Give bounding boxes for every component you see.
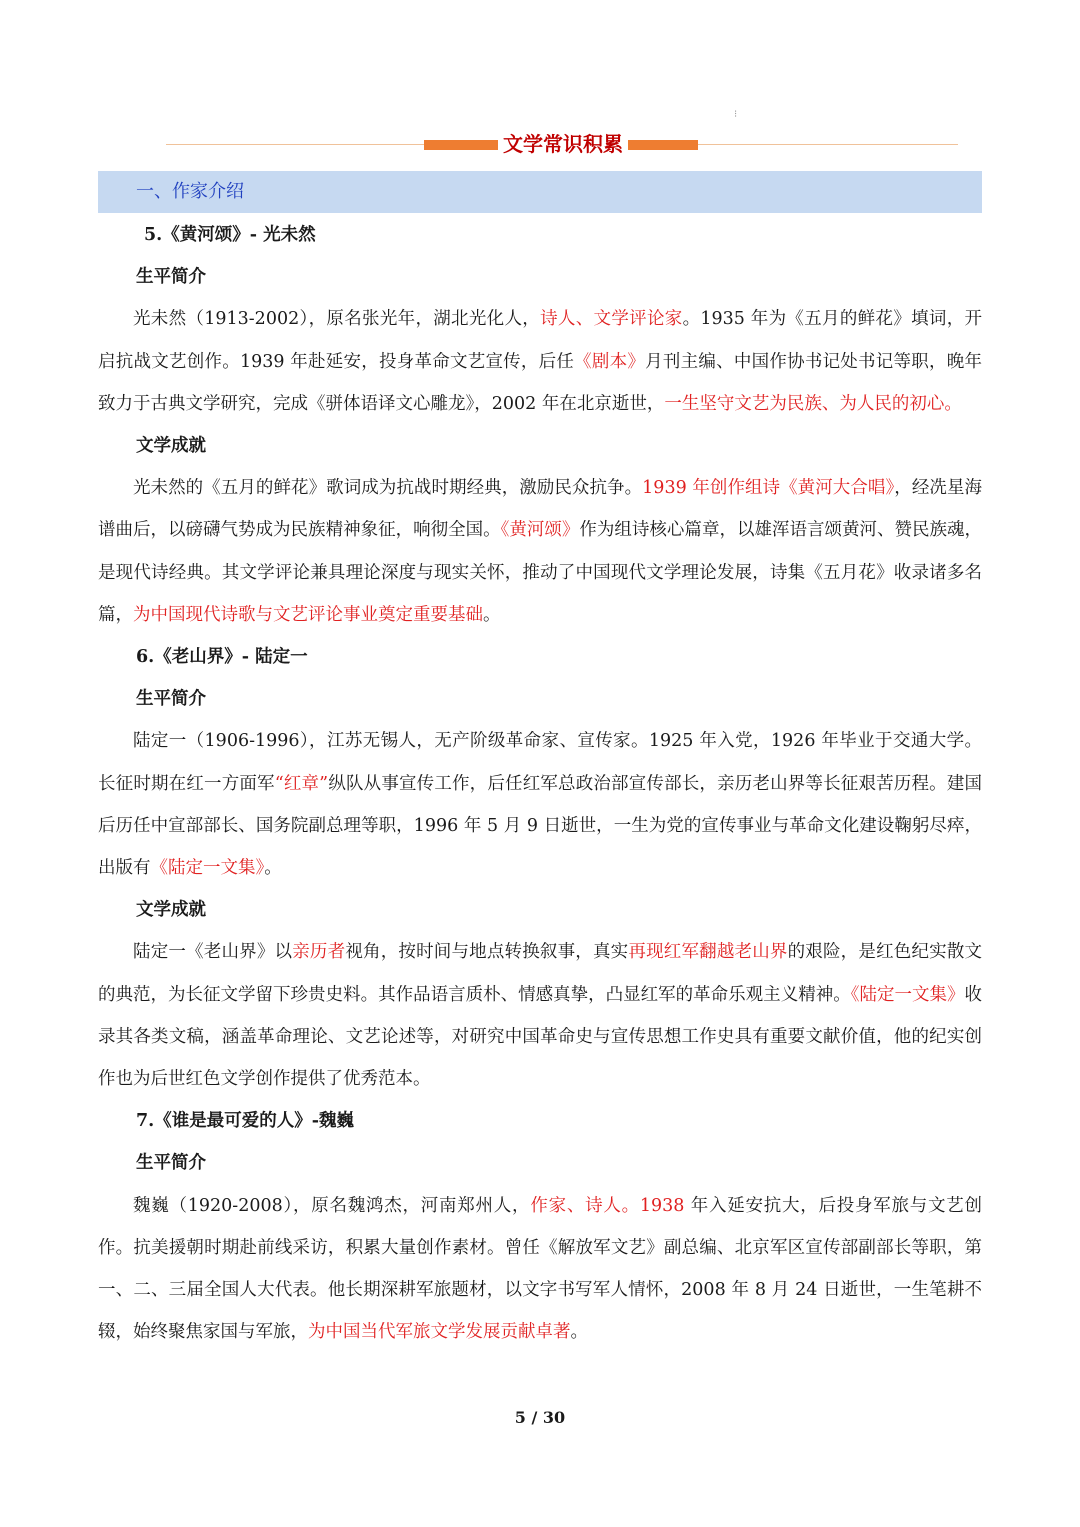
text-run: 陆定一（1906-1996），江苏无锡人，无产阶级革命家、宣传家。1925 年入党，1926 年毕业于交通大学。长征时期在红一方面军 (98, 731, 982, 794)
highlight-run: 亲历者 (292, 942, 346, 963)
text-run: 年入延安抗大，后投身军旅与文艺创作。抗美援朝时期赴前线采访，积累大量创作素材。曾任《解放军文艺》副总编、北京军区宣传部副部长等职，第一、二、三届全国人大代表。他长期深耕军旅题材，以文字书写军人情怀，2008 年 8 月 24 日逝世，一生笔耕不辍，始终聚焦家国与军旅， (98, 1195, 982, 1343)
text-run: 光未然（1913-2002），原名张光年，湖北光化人， (133, 309, 541, 330)
text-run: 。 (570, 1322, 588, 1343)
text-run: 收录其各类文稿，涵盖革命理论、文艺论述等，对研究中国革命史与宣传思想工作史具有重要文献价值，他的纪实创作也为后世红色文学创作提供了优秀范本。 (98, 984, 983, 1090)
highlight-run: 1939 年创作组诗《黄河大合唱》 (642, 478, 895, 499)
document-body (98, 214, 982, 1353)
banner-line-right (698, 144, 958, 145)
author-heading: 7.《谁是最可爱的人》-魏巍 (136, 1111, 355, 1132)
highlight-run: 《陆定一文集》 (150, 858, 265, 879)
text-run: ，经冼星海谱曲后，以磅礴气势成为民族精神象征，响彻全国。 (98, 478, 983, 541)
section-title: 一、作家介绍 (136, 181, 244, 202)
highlight-run: 《陆定一文集》 (850, 984, 965, 1005)
subheading-life: 生平简介 (136, 1153, 206, 1174)
author-heading: 5.《黄河颂》- 光未然 (144, 225, 316, 245)
life-paragraph (98, 1185, 982, 1354)
life-paragraph (98, 720, 982, 889)
achievement-paragraph (98, 931, 982, 1100)
page-number: 5 / 30 (514, 1408, 566, 1427)
subheading-achievement: 文学成就 (136, 900, 206, 921)
achievement-paragraph (98, 467, 982, 636)
text-run: 魏巍（1920-2008），原名魏鸿杰，河南郑州人， (133, 1195, 531, 1216)
text-run: 纵队从事宣传工作，后任红军总政治部宣传部长，亲历老山界等长征艰苦历程。建国后历任中宣部部长、国务院副总理等职，1996 年 5 月 9 日逝世，一生为党的宣传事业与革命文化建设鞠躬尽瘁，出版有 (98, 773, 982, 879)
text-run: 。 (483, 604, 501, 625)
text-run: 。1935 年为《五月的鲜花》填词，开启抗战文艺创作。1939 年赴延安，投身革命文艺宣传，后任 (98, 309, 983, 372)
text-run: 月刊主编、中国作协书记处书记等职，晚年致力于古典文学研究，完成《骈体语译文心雕龙》，2002 年在北京逝世， (98, 351, 983, 414)
highlight-run: 《黄河颂》 (500, 520, 580, 541)
banner-bar-right (628, 140, 698, 150)
header-mark: ⁝ (734, 109, 738, 120)
text-run: 的艰险，是红色纪实散文的典范，为长征文学留下珍贵史料。其作品语言质朴、情感真挚，凸显红军的革命乐观主义精神。 (98, 942, 983, 1005)
highlight-run: 为中国当代军旅文学发展贡献卓著 (308, 1322, 571, 1343)
highlight-run: 作家、诗人。1938 (530, 1195, 685, 1216)
text-run: 光未然的《五月的鲜花》歌词成为抗战时期经典，激励民众抗争。 (133, 478, 643, 499)
life-paragraph (98, 298, 982, 425)
banner-line-left (166, 144, 424, 145)
subheading-life: 生平简介 (136, 689, 206, 710)
banner-bar-left (424, 140, 498, 150)
author-heading: 6.《老山界》- 陆定一 (136, 647, 308, 668)
section-header (98, 171, 982, 213)
subheading-life: 生平简介 (136, 267, 206, 288)
banner (166, 128, 958, 160)
text-run: 陆定一《老山界》以 (133, 942, 293, 963)
text-run: 作为组诗核心篇章，以雄浑语言颂黄河、赞民族魂，是现代诗经典。其文学评论兼具理论深度与现实关怀，推动了中国现代文学理论发展，诗集《五月花》收录诸多名篇， (98, 520, 983, 625)
highlight-run: “红章” (274, 773, 329, 794)
highlight-run: 《剧本》 (574, 351, 646, 372)
text-run: 视角，按时间与地点转换叙事，真实 (345, 942, 629, 963)
highlight-run: 诗人、文学评论家 (540, 309, 683, 330)
highlight-run: 再现红军翻越老山界 (628, 942, 788, 963)
banner-title: 文学常识积累 (503, 132, 623, 156)
text-run: 。 (264, 858, 282, 879)
highlight-run: 一生坚守文艺为民族、为人民的初心。 (664, 393, 962, 414)
subheading-achievement: 文学成就 (136, 436, 206, 457)
highlight-run: 为中国现代诗歌与文艺评论事业奠定重要基础 (133, 604, 483, 625)
